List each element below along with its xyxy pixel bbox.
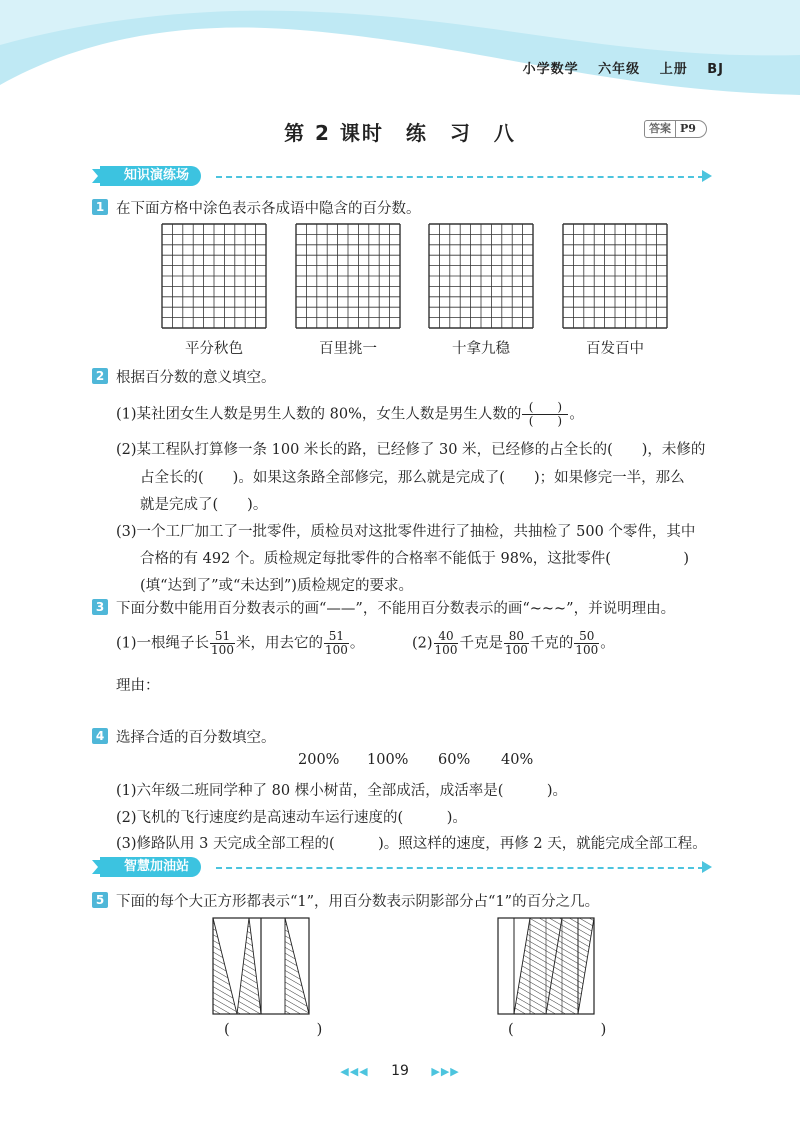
grid-caption-1: 平分秋色 (185, 341, 243, 357)
q4-option-3: 60% (438, 752, 471, 768)
grid-caption-3: 十拿九稳 (452, 341, 510, 357)
q2-part2-line3: 就是完成了( )。 (140, 497, 268, 513)
question-number-5: 5 (92, 892, 108, 908)
fraction-denominator: 100 (504, 643, 528, 657)
page-footer (0, 1063, 800, 1079)
q3-text: 下面分数中能用百分数表示的画“——”，不能用百分数表示的画“~~~”，并说明理由。 (116, 601, 676, 617)
q4-part2: (2)飞机的飞行速度约是高速动车运行速度的( )。 (116, 810, 467, 826)
q2-part3-line1: (3)一个工厂加工了一批零件，质检员对这批零件进行了抽检，共抽检了 500 个零件，其中 (116, 524, 696, 540)
fraction-denominator: 100 (211, 643, 234, 657)
page-title: 第 2 课时 练 习 八 (284, 121, 516, 145)
answer-badge[interactable] (644, 120, 707, 138)
fraction (434, 630, 459, 657)
shaded-square-2 (497, 917, 595, 1015)
fraction-numerator: 51 (210, 630, 235, 644)
q2-text: 根据百分数的意义填空。 (116, 370, 276, 386)
q3-part2 (412, 630, 615, 657)
q2-part1 (116, 401, 584, 428)
q4-part1: (1)六年级二班同学种了 80 棵小树苗，全部成活，成活率是( )。 (116, 783, 568, 799)
question-number-3: 3 (92, 599, 108, 615)
fraction-numerator: 50 (574, 630, 599, 644)
q4-part3: (3)修路队用 3 天完成全部工程的( )。照这样的速度，再修 2 天，就能完成全部工程。 (116, 836, 707, 852)
fraction-numerator: 40 (434, 630, 459, 644)
fraction-blank-top: ( ) (522, 401, 568, 415)
q4-option-2: 100% (367, 752, 409, 768)
header-info (509, 58, 724, 77)
question-number-2: 2 (92, 368, 108, 384)
fraction (574, 630, 599, 657)
hundred-grid-2[interactable] (295, 223, 401, 329)
next-arrows-icon: ▶▶▶ (431, 1065, 460, 1078)
answer-fraction-blank[interactable] (522, 401, 568, 428)
prev-arrows-icon: ◀◀◀ (340, 1065, 369, 1078)
q3-part2-a: (2) (412, 635, 433, 652)
q4-option-4: 40% (501, 752, 534, 768)
q5-text: 下面的每个大正方形都表示“1”，用百分数表示阴影部分占“1”的百分之几。 (116, 894, 600, 910)
fraction-denominator: 100 (575, 643, 599, 657)
fraction (210, 630, 235, 657)
shaded-square-1 (212, 917, 310, 1015)
q5-answer-blank-1[interactable]: ( ) (224, 1022, 323, 1038)
q2-part3-line2: 合格的有 492 个。质检规定每批零件的合格率不能低于 98%，这批零件( ) (140, 551, 690, 567)
divider-arrow-icon (702, 861, 714, 873)
page-number: 19 (391, 1063, 409, 1079)
fraction (504, 630, 529, 657)
q3-part1-c: 。 (349, 635, 365, 652)
header-volume: 上册 (659, 62, 688, 77)
fraction (324, 630, 349, 657)
fraction-numerator: 80 (504, 630, 529, 644)
q3-part1 (116, 630, 364, 657)
header-edition: BJ (707, 62, 724, 77)
grid-caption-4: 百发百中 (586, 341, 644, 357)
q3-part1-b: 米，用去它的 (235, 635, 323, 652)
q3-reason-label: 理由： (116, 678, 160, 694)
q2-part1-text: (1)某社团女生人数是男生人数的 80%，女生人数是男生人数的 (116, 406, 522, 423)
question-number-4: 4 (92, 728, 108, 744)
q2-part1-end: 。 (569, 406, 584, 423)
fraction-denominator: 100 (434, 643, 458, 657)
section-divider (216, 176, 704, 178)
header-wave (0, 0, 800, 110)
answer-label: 答案 (644, 120, 676, 138)
grid-caption-2: 百里挑一 (319, 341, 377, 357)
answer-page: P9 (676, 120, 707, 138)
fraction-blank-bottom: ( ) (528, 414, 563, 428)
q4-text: 选择合适的百分数填空。 (116, 730, 276, 746)
section-knowledge: 知识演练场 (100, 166, 201, 186)
header-subject: 小学数学 (522, 62, 579, 77)
hundred-grid-3[interactable] (428, 223, 534, 329)
q2-part2-line1: (2)某工程队打算修一条 100 米长的路，已经修了 30 米，已经修的占全长的( )，未修的 (116, 442, 706, 458)
q5-answer-blank-2[interactable]: ( ) (508, 1022, 607, 1038)
q3-part2-d: 。 (600, 635, 615, 652)
q3-part2-c: 千克的 (529, 635, 574, 652)
hundred-grid-4[interactable] (562, 223, 668, 329)
header-grade: 六年级 (598, 62, 641, 77)
section-divider (216, 867, 704, 869)
q1-text: 在下面方格中涂色表示各成语中隐含的百分数。 (116, 201, 421, 217)
fraction-denominator: 100 (324, 643, 348, 657)
fraction-numerator: 51 (324, 630, 349, 644)
q2-part2-line2: 占全长的( )。如果这条路全部修完，那么就是完成了( )；如果修完一半，那么 (140, 470, 685, 486)
q3-part2-b: 千克是 (459, 635, 503, 652)
question-number-1: 1 (92, 199, 108, 215)
q3-part1-a: (1)一根绳子长 (116, 635, 210, 652)
section-wisdom: 智慧加油站 (100, 857, 201, 877)
hundred-grid-1[interactable] (161, 223, 267, 329)
q2-part3-line3: (填“达到了”或“未达到”)质检规定的要求。 (140, 578, 413, 594)
divider-arrow-icon (702, 170, 714, 182)
q4-option-1: 200% (298, 752, 340, 768)
